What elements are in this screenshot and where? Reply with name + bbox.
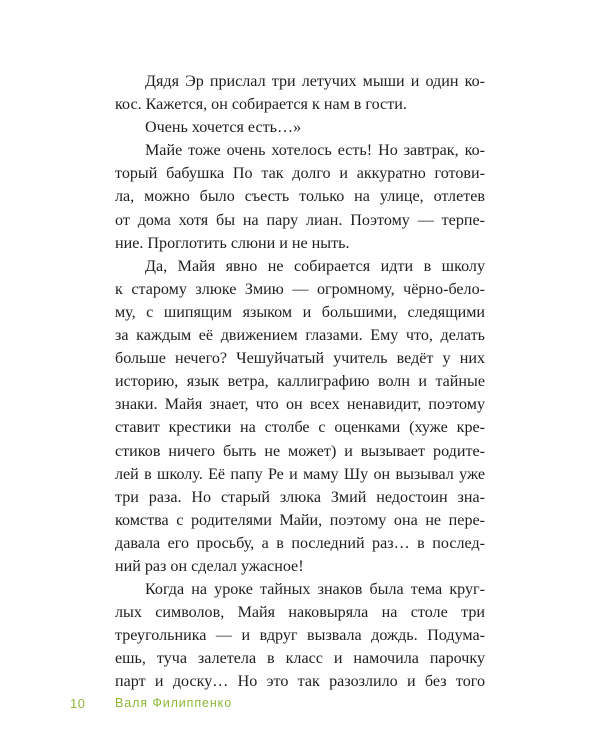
text-line: парт и доску… Но это так разозлило и без того (115, 673, 485, 691)
body-text (115, 70, 485, 694)
text-line: давала его просьбу, а в последний раз… в послед- (115, 534, 485, 552)
text-line: Очень хочется есть…» (145, 119, 302, 137)
text-line: кос. Кажется, он собирается к нам в гости. (115, 96, 407, 114)
text-line: три раза. Но старый злюка Змий недостоин зна- (115, 488, 485, 506)
text-line: ставит крестики на столбе с оценками (хуже кре- (115, 419, 485, 437)
text-line: знаки. Майя знает, что он всех ненавидит, поэтому (115, 396, 485, 414)
text-line: треугольника — и вдруг вызвала дождь. Подума- (115, 627, 485, 645)
text-line: Майе тоже очень хотелось есть! Но завтрак, ко- (145, 142, 485, 160)
text-line: ний раз он сделал ужасное! (115, 557, 304, 575)
text-line: комства с родителями Майи, поэтому она не пере- (115, 511, 485, 529)
text-line: му, с шипящим языком и большими, следящими (115, 303, 485, 321)
text-line: Когда на уроке тайных знаков была тема круг- (145, 581, 485, 599)
text-line: лей в школу. Её папу Ре и маму Шу он вызывал уже (115, 465, 485, 483)
text-line: от дома хотя бы на пару лиан. Поэтому — терпе- (115, 211, 485, 229)
text-line: Дядя Эр прислал три летучих мыши и один ко- (145, 73, 485, 90)
text-line: ние. Проглотить слюни и не ныть. (115, 234, 350, 252)
text-line: торый бабушка По так долго и аккуратно готови- (115, 165, 485, 183)
text-line: к старому злюке Змию — огромному, чёрно-бело- (115, 280, 485, 298)
text-line: больше нечего? Чешуйчатый учитель ведёт у них (115, 350, 485, 368)
text-line: ла, можно было съесть только на улице, отлетев (115, 188, 485, 206)
text-line: ешь, туча залетела в класс и намочила парочку (115, 650, 485, 668)
page-number: 10 (70, 696, 86, 711)
text-line: Да, Майя явно не собирается идти в школу (145, 257, 485, 275)
text-line: за каждым её движением глазами. Ему что, делать (115, 327, 485, 345)
author-name: Валя Филиппенко (115, 696, 233, 710)
text-line: лых символов, Майя наковыряла на столе три (115, 604, 485, 622)
text-line: стиков ничего быть не может) и вызывает родите- (115, 442, 485, 460)
text-line: историю, язык ветра, каллиграфию волн и тайные (115, 373, 485, 391)
